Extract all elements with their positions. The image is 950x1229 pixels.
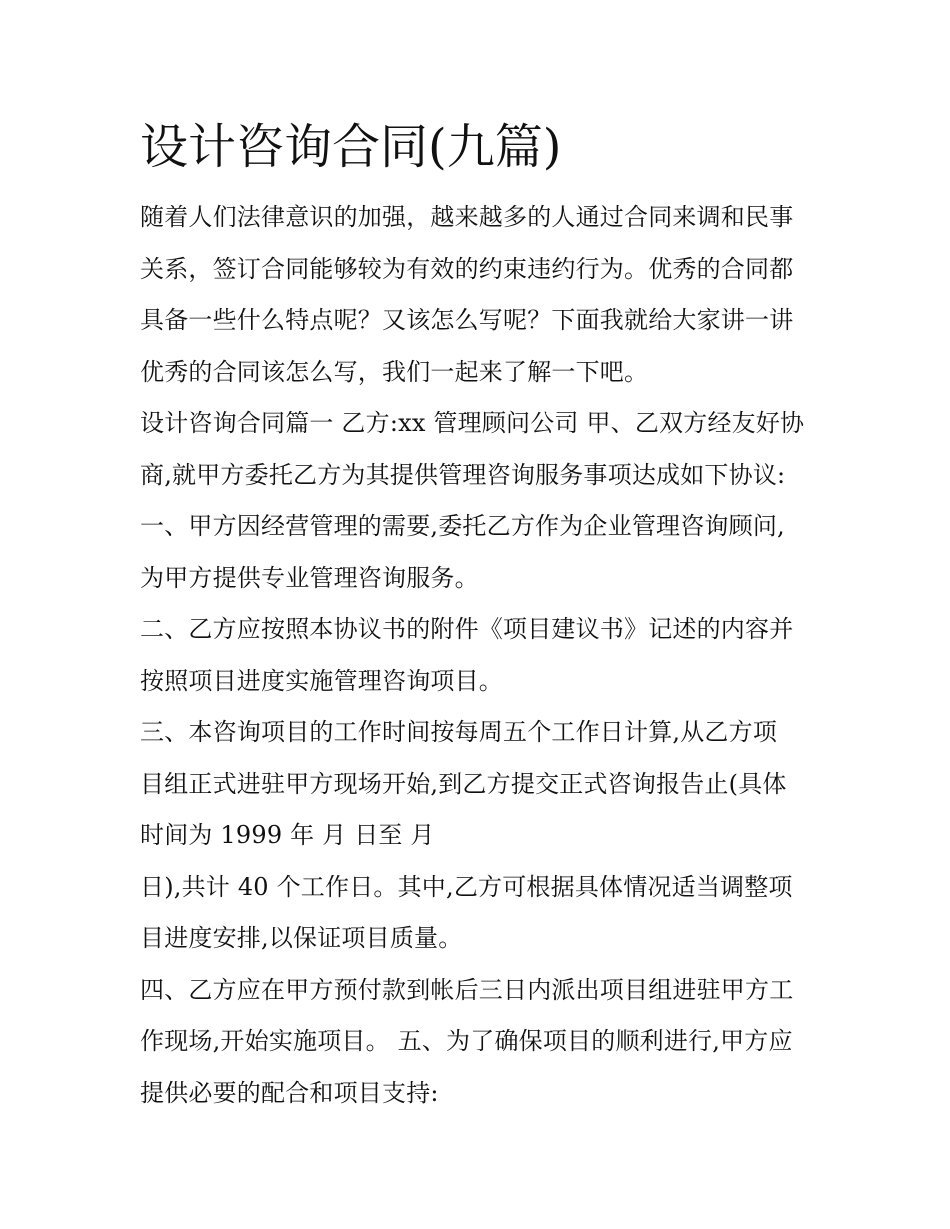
- paragraph-line: 优秀的合同该怎么写，我们一起来了解一下吧。: [140, 358, 649, 386]
- paragraph-line: 目组正式进驻甲方现场开始,到乙方提交正式咨询报告止(具体: [140, 770, 787, 798]
- paragraph-line: 一、甲方因经营管理的需要,委托乙方作为企业管理咨询顾问,: [140, 512, 785, 540]
- paragraph-line: 具备一些什么特点呢？又该怎么写呢？下面我就给大家讲一讲: [140, 306, 794, 334]
- paragraph-line: 商,就甲方委托乙方为其提供管理咨询服务事项达成如下协议:: [140, 461, 786, 489]
- paragraph-line: 目进度安排,以保证项目质量。: [140, 924, 463, 952]
- document-title: 设计咨询合同(九篇): [140, 119, 562, 175]
- paragraph-line: 时间为 1999 年 月 日至 月: [140, 821, 435, 849]
- paragraph-line: 日),共计 40 个工作日。其中,乙方可根据具体情况适当调整项: [140, 873, 793, 901]
- paragraph-line: 三、本咨询项目的工作时间按每周五个工作日计算,从乙方项: [140, 718, 778, 746]
- paragraph-line: 四、乙方应在甲方预付款到帐后三日内派出项目组进驻甲方工: [140, 976, 794, 1004]
- paragraph-line: 按照项目进度实施管理咨询项目。: [140, 667, 503, 695]
- paragraph-line: 作现场,开始实施项目。 五、为了确保项目的顺利进行,甲方应: [140, 1027, 793, 1055]
- paragraph-line: 随着人们法律意识的加强，越来越多的人通过合同来调和民事: [140, 203, 794, 231]
- paragraph-line: 为甲方提供专业管理咨询服务。: [140, 564, 479, 592]
- paragraph-line: 二、乙方应按照本协议书的附件《项目建议书》记述的内容并: [140, 615, 794, 643]
- paragraph-line: 关系，签订合同能够较为有效的约束违约行为。优秀的合同都: [140, 255, 794, 283]
- paragraph-line: 提供必要的配合和项目支持:: [140, 1079, 439, 1107]
- paragraph-line: 设计咨询合同篇一 乙方:xx 管理顾问公司 甲、乙双方经友好协: [140, 409, 805, 437]
